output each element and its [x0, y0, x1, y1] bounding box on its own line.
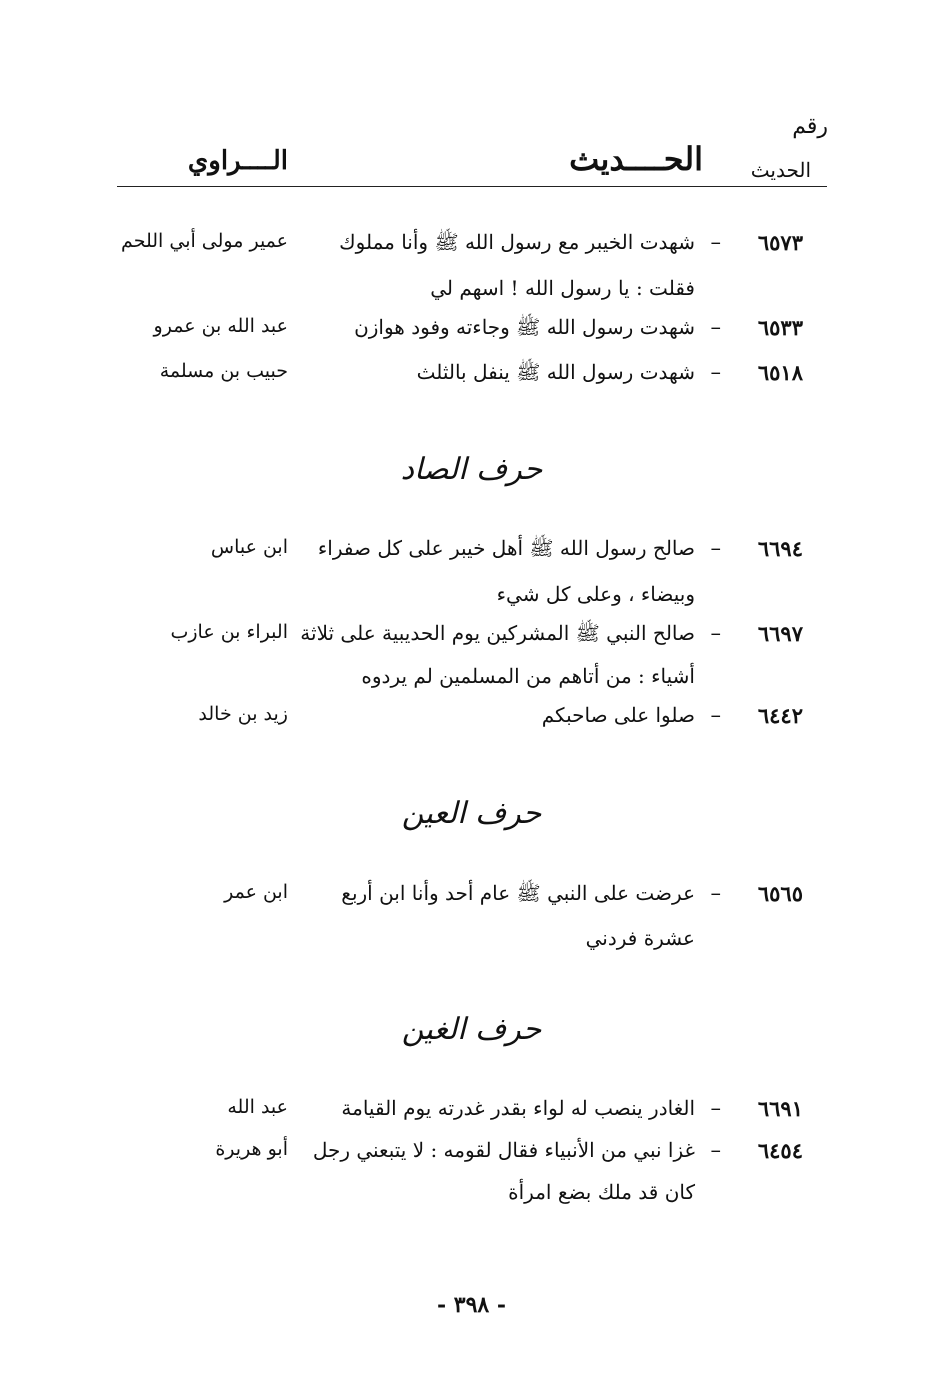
entry-text: صالح النبي ﷺ المشركين يوم الحديبية على ثلاثة	[300, 621, 695, 645]
entry-row	[0, 1096, 943, 1136]
entry-dash: –	[710, 536, 721, 560]
entry-number: ٦٦٩١	[757, 1096, 803, 1121]
page-number: - ٣٩٨ -	[436, 1292, 507, 1318]
entry-number: ٦٤٥٤	[757, 1138, 803, 1163]
entry-text: شهدت الخيبر مع رسول الله ﷺ وأنا مملوك	[339, 230, 695, 254]
entry-continuation: كان قد ملك بضع امرأة	[508, 1180, 695, 1204]
entry-continuation: عشرة فردني	[585, 926, 695, 950]
entry-rawi: ابن عمر	[224, 881, 288, 903]
entry-continuation: فقلت : يا رسول الله ! اسهم لي	[430, 276, 695, 300]
entry-row	[0, 881, 943, 921]
header-rule	[117, 186, 827, 187]
entry-text: شهدت رسول الله ﷺ ينفل بالثلث	[416, 360, 695, 384]
entry-dash: –	[710, 881, 721, 905]
entry-dash: –	[710, 703, 721, 727]
header-hadith-label: الحــــديث	[569, 140, 703, 178]
entry-row	[0, 703, 943, 743]
entry-dash: –	[710, 1138, 721, 1162]
entry-text: صالح رسول الله ﷺ أهل خيبر على كل صفراء	[317, 536, 695, 560]
entry-rawi: حبيب بن مسلمة	[159, 360, 288, 382]
entry-row	[0, 315, 943, 355]
entry-text: صلوا على صاحبكم	[541, 703, 695, 727]
entry-row	[0, 1138, 943, 1178]
entry-rawi: عبد الله بن عمرو	[153, 315, 288, 337]
entry-dash: –	[710, 621, 721, 645]
entry-dash: –	[710, 315, 721, 339]
entry-text: عرضت على النبي ﷺ عام أحد وأنا ابن أربع	[341, 881, 695, 905]
entry-number: ٦٥١٨	[757, 360, 803, 385]
entry-number: ٦٥٣٣	[757, 315, 803, 340]
entry-row	[0, 230, 943, 270]
entry-number: ٦٤٤٢	[757, 703, 803, 728]
entry-row	[0, 536, 943, 576]
entry-rawi: عبد الله	[227, 1096, 288, 1118]
section-heading-ain: حرف العين	[401, 796, 542, 831]
entry-dash: –	[710, 230, 721, 254]
section-heading-sad: حرف الصاد	[400, 452, 543, 487]
entry-number: ٦٥٦٥	[757, 881, 803, 906]
entry-number: ٦٦٩٧	[757, 621, 803, 646]
entry-rawi: أبو هريرة	[215, 1138, 288, 1160]
entry-dash: –	[710, 360, 721, 384]
entry-number: ٦٦٩٤	[757, 536, 803, 561]
header-number-label-2: الحديث	[750, 158, 811, 182]
header-rawi-label: الــــراوي	[187, 146, 288, 176]
entry-rawi: البراء بن عازب	[170, 621, 288, 643]
entry-text: شهدت رسول الله ﷺ وجاءته وفود هوازن	[354, 315, 695, 339]
entry-rawi: ابن عباس	[210, 536, 288, 558]
entry-text: الغادر ينصب له لواء بقدر غدرته يوم القيامة	[341, 1096, 695, 1120]
entry-dash: –	[710, 1096, 721, 1120]
entry-rawi: عمير مولى أبي اللحم	[121, 230, 288, 252]
entry-text: غزا نبي من الأنبياء فقال لقومه : لا يتبعني رجل	[312, 1138, 695, 1162]
header-number-label: رقم	[792, 114, 828, 139]
entry-row	[0, 360, 943, 400]
entry-number: ٦٥٧٣	[757, 230, 803, 255]
entry-row	[0, 621, 943, 661]
entry-continuation: أشياء : من أتاهم من المسلمين لم يردوه	[361, 664, 695, 688]
section-heading-ghain: حرف الغين	[401, 1012, 542, 1047]
entry-rawi: زيد بن خالد	[198, 703, 288, 725]
entry-continuation: وبيضاء ، وعلى كل شيء	[496, 582, 695, 606]
